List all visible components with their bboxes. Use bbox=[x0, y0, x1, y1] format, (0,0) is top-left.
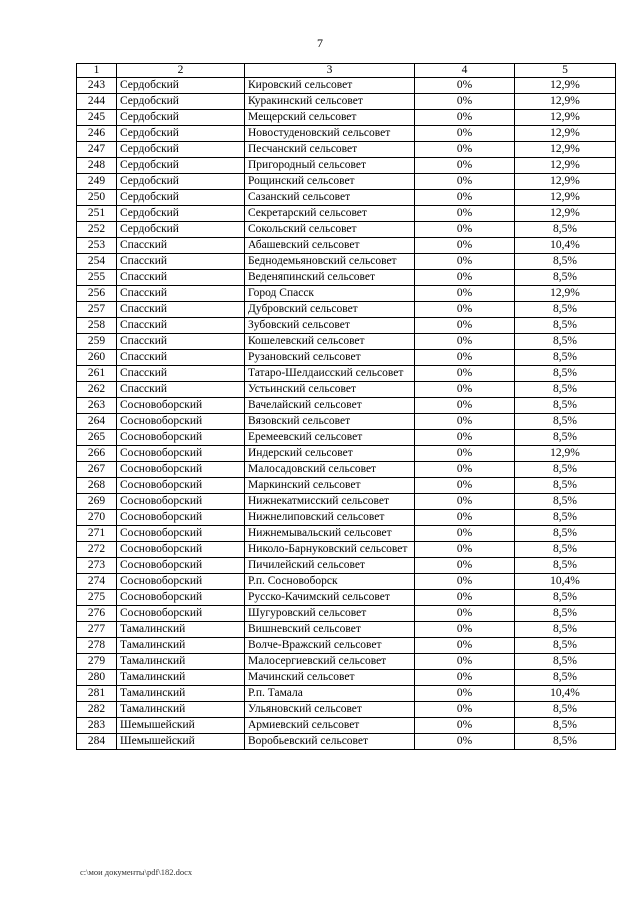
table-row bbox=[77, 206, 616, 222]
municipality-cell: Секретарский сельсовет bbox=[245, 206, 415, 222]
table-row bbox=[77, 350, 616, 366]
rate-cell: 8,5% bbox=[515, 462, 616, 478]
value-cell: 0% bbox=[415, 350, 515, 366]
district-cell: Сердобский bbox=[117, 126, 245, 142]
value-cell: 0% bbox=[415, 702, 515, 718]
municipality-cell: Малосадовский сельсовет bbox=[245, 462, 415, 478]
municipality-cell: Волче-Вражский сельсовет bbox=[245, 638, 415, 654]
row-number-cell: 271 bbox=[77, 526, 117, 542]
rate-cell: 8,5% bbox=[515, 510, 616, 526]
district-cell: Сосновоборский bbox=[117, 574, 245, 590]
value-cell: 0% bbox=[415, 94, 515, 110]
table-row bbox=[77, 510, 616, 526]
row-number-cell: 244 bbox=[77, 94, 117, 110]
table-row bbox=[77, 718, 616, 734]
district-cell: Сосновоборский bbox=[117, 446, 245, 462]
rate-cell: 12,9% bbox=[515, 446, 616, 462]
municipality-cell: Индерский сельсовет bbox=[245, 446, 415, 462]
rate-cell: 12,9% bbox=[515, 126, 616, 142]
value-cell: 0% bbox=[415, 318, 515, 334]
row-number-cell: 261 bbox=[77, 366, 117, 382]
table-row bbox=[77, 222, 616, 238]
value-cell: 0% bbox=[415, 590, 515, 606]
row-number-cell: 265 bbox=[77, 430, 117, 446]
row-number-cell: 258 bbox=[77, 318, 117, 334]
municipality-cell: Р.п. Сосновоборск bbox=[245, 574, 415, 590]
district-cell: Спасский bbox=[117, 382, 245, 398]
rate-cell: 12,9% bbox=[515, 206, 616, 222]
municipality-cell: Сокольский сельсовет bbox=[245, 222, 415, 238]
rate-cell: 8,5% bbox=[515, 334, 616, 350]
value-cell: 0% bbox=[415, 78, 515, 94]
row-number-cell: 276 bbox=[77, 606, 117, 622]
municipality-cell: Ульяновский сельсовет bbox=[245, 702, 415, 718]
municipality-cell: Р.п. Тамала bbox=[245, 686, 415, 702]
municipality-cell: Вишневский сельсовет bbox=[245, 622, 415, 638]
municipality-cell: Нижнемывальский сельсовет bbox=[245, 526, 415, 542]
municipality-cell: Рощинский сельсовет bbox=[245, 174, 415, 190]
row-number-cell: 278 bbox=[77, 638, 117, 654]
header-cell: 4 bbox=[415, 64, 515, 78]
row-number-cell: 272 bbox=[77, 542, 117, 558]
rate-cell: 8,5% bbox=[515, 590, 616, 606]
header-cell: 1 bbox=[77, 64, 117, 78]
district-cell: Спасский bbox=[117, 318, 245, 334]
municipality-cell: Малосергиевский сельсовет bbox=[245, 654, 415, 670]
table-row bbox=[77, 126, 616, 142]
value-cell: 0% bbox=[415, 430, 515, 446]
municipality-cell: Мачинский сельсовет bbox=[245, 670, 415, 686]
value-cell: 0% bbox=[415, 414, 515, 430]
table-row bbox=[77, 382, 616, 398]
value-cell: 0% bbox=[415, 366, 515, 382]
row-number-cell: 249 bbox=[77, 174, 117, 190]
municipality-cell: Вязовский сельсовет bbox=[245, 414, 415, 430]
district-cell: Сердобский bbox=[117, 174, 245, 190]
row-number-cell: 255 bbox=[77, 270, 117, 286]
value-cell: 0% bbox=[415, 494, 515, 510]
value-cell: 0% bbox=[415, 190, 515, 206]
row-number-cell: 274 bbox=[77, 574, 117, 590]
row-number-cell: 248 bbox=[77, 158, 117, 174]
municipality-cell: Новостуденовский сельсовет bbox=[245, 126, 415, 142]
value-cell: 0% bbox=[415, 174, 515, 190]
district-cell: Сердобский bbox=[117, 142, 245, 158]
table-row bbox=[77, 270, 616, 286]
table-row bbox=[77, 606, 616, 622]
district-cell: Сосновоборский bbox=[117, 430, 245, 446]
table-row bbox=[77, 638, 616, 654]
rate-cell: 12,9% bbox=[515, 158, 616, 174]
district-cell: Сосновоборский bbox=[117, 478, 245, 494]
rate-cell: 12,9% bbox=[515, 286, 616, 302]
district-cell: Тамалинский bbox=[117, 702, 245, 718]
municipality-cell: Нижнекатмисский сельсовет bbox=[245, 494, 415, 510]
value-cell: 0% bbox=[415, 622, 515, 638]
row-number-cell: 266 bbox=[77, 446, 117, 462]
row-number-cell: 262 bbox=[77, 382, 117, 398]
rate-cell: 10,4% bbox=[515, 238, 616, 254]
municipality-cell: Нижнелиповский сельсовет bbox=[245, 510, 415, 526]
municipality-cell: Воробьевский сельсовет bbox=[245, 734, 415, 750]
municipality-cell: Пичилейский сельсовет bbox=[245, 558, 415, 574]
data-table bbox=[76, 63, 616, 750]
value-cell: 0% bbox=[415, 670, 515, 686]
district-cell: Спасский bbox=[117, 270, 245, 286]
district-cell: Спасский bbox=[117, 254, 245, 270]
table-row bbox=[77, 398, 616, 414]
table-row bbox=[77, 366, 616, 382]
municipality-cell: Рузановский сельсовет bbox=[245, 350, 415, 366]
row-number-cell: 282 bbox=[77, 702, 117, 718]
district-cell: Спасский bbox=[117, 350, 245, 366]
rate-cell: 8,5% bbox=[515, 382, 616, 398]
municipality-cell: Абашевский сельсовет bbox=[245, 238, 415, 254]
row-number-cell: 256 bbox=[77, 286, 117, 302]
district-cell: Спасский bbox=[117, 366, 245, 382]
municipality-cell: Армиевский сельсовет bbox=[245, 718, 415, 734]
row-number-cell: 269 bbox=[77, 494, 117, 510]
header-cell: 5 bbox=[515, 64, 616, 78]
municipality-cell: Беднодемьяновский сельсовет bbox=[245, 254, 415, 270]
district-cell: Сердобский bbox=[117, 78, 245, 94]
table-row bbox=[77, 430, 616, 446]
row-number-cell: 268 bbox=[77, 478, 117, 494]
municipality-cell: Мещерский сельсовет bbox=[245, 110, 415, 126]
rate-cell: 8,5% bbox=[515, 718, 616, 734]
rate-cell: 8,5% bbox=[515, 670, 616, 686]
value-cell: 0% bbox=[415, 734, 515, 750]
municipality-cell: Песчанский сельсовет bbox=[245, 142, 415, 158]
table-row bbox=[77, 654, 616, 670]
table-row bbox=[77, 670, 616, 686]
municipality-cell: Татаро-Шелдаисский сельсовет bbox=[245, 366, 415, 382]
value-cell: 0% bbox=[415, 526, 515, 542]
district-cell: Тамалинский bbox=[117, 638, 245, 654]
rate-cell: 8,5% bbox=[515, 558, 616, 574]
rate-cell: 10,4% bbox=[515, 574, 616, 590]
value-cell: 0% bbox=[415, 110, 515, 126]
row-number-cell: 251 bbox=[77, 206, 117, 222]
rate-cell: 8,5% bbox=[515, 526, 616, 542]
row-number-cell: 252 bbox=[77, 222, 117, 238]
value-cell: 0% bbox=[415, 206, 515, 222]
table-row bbox=[77, 190, 616, 206]
rate-cell: 12,9% bbox=[515, 110, 616, 126]
district-cell: Сосновоборский bbox=[117, 494, 245, 510]
row-number-cell: 257 bbox=[77, 302, 117, 318]
municipality-cell: Веденяпинский сельсовет bbox=[245, 270, 415, 286]
district-cell: Сосновоборский bbox=[117, 606, 245, 622]
value-cell: 0% bbox=[415, 510, 515, 526]
row-number-cell: 277 bbox=[77, 622, 117, 638]
table-row bbox=[77, 78, 616, 94]
table-row bbox=[77, 542, 616, 558]
district-cell: Сосновоборский bbox=[117, 414, 245, 430]
table-row bbox=[77, 158, 616, 174]
value-cell: 0% bbox=[415, 686, 515, 702]
row-number-cell: 281 bbox=[77, 686, 117, 702]
table-row bbox=[77, 590, 616, 606]
table-header-row bbox=[77, 64, 616, 78]
value-cell: 0% bbox=[415, 382, 515, 398]
rate-cell: 12,9% bbox=[515, 174, 616, 190]
value-cell: 0% bbox=[415, 302, 515, 318]
table-row bbox=[77, 174, 616, 190]
municipality-cell: Куракинский сельсовет bbox=[245, 94, 415, 110]
row-number-cell: 267 bbox=[77, 462, 117, 478]
rate-cell: 8,5% bbox=[515, 654, 616, 670]
row-number-cell: 270 bbox=[77, 510, 117, 526]
header-cell: 2 bbox=[117, 64, 245, 78]
value-cell: 0% bbox=[415, 158, 515, 174]
row-number-cell: 254 bbox=[77, 254, 117, 270]
municipality-cell: Устьинский сельсовет bbox=[245, 382, 415, 398]
district-cell: Шемышейский bbox=[117, 718, 245, 734]
municipality-cell: Вачелайский сельсовет bbox=[245, 398, 415, 414]
table-row bbox=[77, 574, 616, 590]
rate-cell: 8,5% bbox=[515, 350, 616, 366]
municipality-cell: Николо-Барнуковский сельсовет bbox=[245, 542, 415, 558]
table-row bbox=[77, 318, 616, 334]
table-row bbox=[77, 526, 616, 542]
row-number-cell: 263 bbox=[77, 398, 117, 414]
municipality-cell: Еремеевский сельсовет bbox=[245, 430, 415, 446]
rate-cell: 8,5% bbox=[515, 606, 616, 622]
rate-cell: 8,5% bbox=[515, 414, 616, 430]
district-cell: Сосновоборский bbox=[117, 558, 245, 574]
value-cell: 0% bbox=[415, 286, 515, 302]
table-row bbox=[77, 558, 616, 574]
municipality-cell: Дубровский сельсовет bbox=[245, 302, 415, 318]
value-cell: 0% bbox=[415, 222, 515, 238]
rate-cell: 8,5% bbox=[515, 270, 616, 286]
municipality-cell: Город Спасск bbox=[245, 286, 415, 302]
table-row bbox=[77, 478, 616, 494]
district-cell: Сосновоборский bbox=[117, 398, 245, 414]
value-cell: 0% bbox=[415, 542, 515, 558]
value-cell: 0% bbox=[415, 238, 515, 254]
rate-cell: 8,5% bbox=[515, 734, 616, 750]
district-cell: Сосновоборский bbox=[117, 526, 245, 542]
municipality-cell: Пригородный сельсовет bbox=[245, 158, 415, 174]
row-number-cell: 243 bbox=[77, 78, 117, 94]
value-cell: 0% bbox=[415, 478, 515, 494]
row-number-cell: 283 bbox=[77, 718, 117, 734]
rate-cell: 12,9% bbox=[515, 142, 616, 158]
municipality-cell: Сазанский сельсовет bbox=[245, 190, 415, 206]
rate-cell: 8,5% bbox=[515, 302, 616, 318]
row-number-cell: 253 bbox=[77, 238, 117, 254]
table-row bbox=[77, 302, 616, 318]
table-row bbox=[77, 494, 616, 510]
district-cell: Спасский bbox=[117, 238, 245, 254]
table-row bbox=[77, 254, 616, 270]
district-cell: Сердобский bbox=[117, 190, 245, 206]
value-cell: 0% bbox=[415, 718, 515, 734]
rate-cell: 12,9% bbox=[515, 94, 616, 110]
district-cell: Сердобский bbox=[117, 94, 245, 110]
district-cell: Сердобский bbox=[117, 206, 245, 222]
value-cell: 0% bbox=[415, 462, 515, 478]
table-row bbox=[77, 702, 616, 718]
row-number-cell: 284 bbox=[77, 734, 117, 750]
row-number-cell: 264 bbox=[77, 414, 117, 430]
rate-cell: 8,5% bbox=[515, 702, 616, 718]
rate-cell: 8,5% bbox=[515, 622, 616, 638]
district-cell: Сосновоборский bbox=[117, 542, 245, 558]
district-cell: Спасский bbox=[117, 286, 245, 302]
value-cell: 0% bbox=[415, 270, 515, 286]
rate-cell: 8,5% bbox=[515, 494, 616, 510]
rate-cell: 8,5% bbox=[515, 318, 616, 334]
rate-cell: 8,5% bbox=[515, 254, 616, 270]
district-cell: Тамалинский bbox=[117, 686, 245, 702]
value-cell: 0% bbox=[415, 398, 515, 414]
row-number-cell: 273 bbox=[77, 558, 117, 574]
value-cell: 0% bbox=[415, 126, 515, 142]
value-cell: 0% bbox=[415, 142, 515, 158]
table-row bbox=[77, 622, 616, 638]
rate-cell: 12,9% bbox=[515, 78, 616, 94]
district-cell: Спасский bbox=[117, 334, 245, 350]
value-cell: 0% bbox=[415, 638, 515, 654]
district-cell: Тамалинский bbox=[117, 654, 245, 670]
district-cell: Сердобский bbox=[117, 110, 245, 126]
table-row bbox=[77, 446, 616, 462]
rate-cell: 8,5% bbox=[515, 222, 616, 238]
value-cell: 0% bbox=[415, 334, 515, 350]
value-cell: 0% bbox=[415, 558, 515, 574]
municipality-cell: Маркинский сельсовет bbox=[245, 478, 415, 494]
municipality-cell: Зубовский сельсовет bbox=[245, 318, 415, 334]
value-cell: 0% bbox=[415, 446, 515, 462]
row-number-cell: 260 bbox=[77, 350, 117, 366]
district-cell: Шемышейский bbox=[117, 734, 245, 750]
municipality-cell: Шугуровский сельсовет bbox=[245, 606, 415, 622]
rate-cell: 8,5% bbox=[515, 638, 616, 654]
row-number-cell: 279 bbox=[77, 654, 117, 670]
table-row bbox=[77, 94, 616, 110]
district-cell: Сосновоборский bbox=[117, 510, 245, 526]
row-number-cell: 275 bbox=[77, 590, 117, 606]
rate-cell: 10,4% bbox=[515, 686, 616, 702]
table-body bbox=[77, 64, 616, 750]
table-row bbox=[77, 334, 616, 350]
table-row bbox=[77, 142, 616, 158]
row-number-cell: 259 bbox=[77, 334, 117, 350]
value-cell: 0% bbox=[415, 574, 515, 590]
table-row bbox=[77, 414, 616, 430]
rate-cell: 8,5% bbox=[515, 366, 616, 382]
row-number-cell: 250 bbox=[77, 190, 117, 206]
value-cell: 0% bbox=[415, 654, 515, 670]
district-cell: Тамалинский bbox=[117, 670, 245, 686]
municipality-cell: Русско-Качимский сельсовет bbox=[245, 590, 415, 606]
rate-cell: 8,5% bbox=[515, 430, 616, 446]
rate-cell: 12,9% bbox=[515, 190, 616, 206]
table-row bbox=[77, 686, 616, 702]
district-cell: Сердобский bbox=[117, 158, 245, 174]
footer-file-path: c:\мои документы\pdf\182.docx bbox=[80, 867, 193, 877]
table-row bbox=[77, 734, 616, 750]
district-cell: Сосновоборский bbox=[117, 462, 245, 478]
page-number: 7 bbox=[317, 36, 323, 50]
table-row bbox=[77, 238, 616, 254]
value-cell: 0% bbox=[415, 254, 515, 270]
row-number-cell: 246 bbox=[77, 126, 117, 142]
row-number-cell: 245 bbox=[77, 110, 117, 126]
header-cell: 3 bbox=[245, 64, 415, 78]
district-cell: Сердобский bbox=[117, 222, 245, 238]
table-row bbox=[77, 286, 616, 302]
rate-cell: 8,5% bbox=[515, 398, 616, 414]
row-number-cell: 247 bbox=[77, 142, 117, 158]
rate-cell: 8,5% bbox=[515, 478, 616, 494]
rate-cell: 8,5% bbox=[515, 542, 616, 558]
row-number-cell: 280 bbox=[77, 670, 117, 686]
district-cell: Сосновоборский bbox=[117, 590, 245, 606]
value-cell: 0% bbox=[415, 606, 515, 622]
table-row bbox=[77, 110, 616, 126]
district-cell: Тамалинский bbox=[117, 622, 245, 638]
table-row bbox=[77, 462, 616, 478]
district-cell: Спасский bbox=[117, 302, 245, 318]
municipality-cell: Кошелевский сельсовет bbox=[245, 334, 415, 350]
municipality-cell: Кировский сельсовет bbox=[245, 78, 415, 94]
